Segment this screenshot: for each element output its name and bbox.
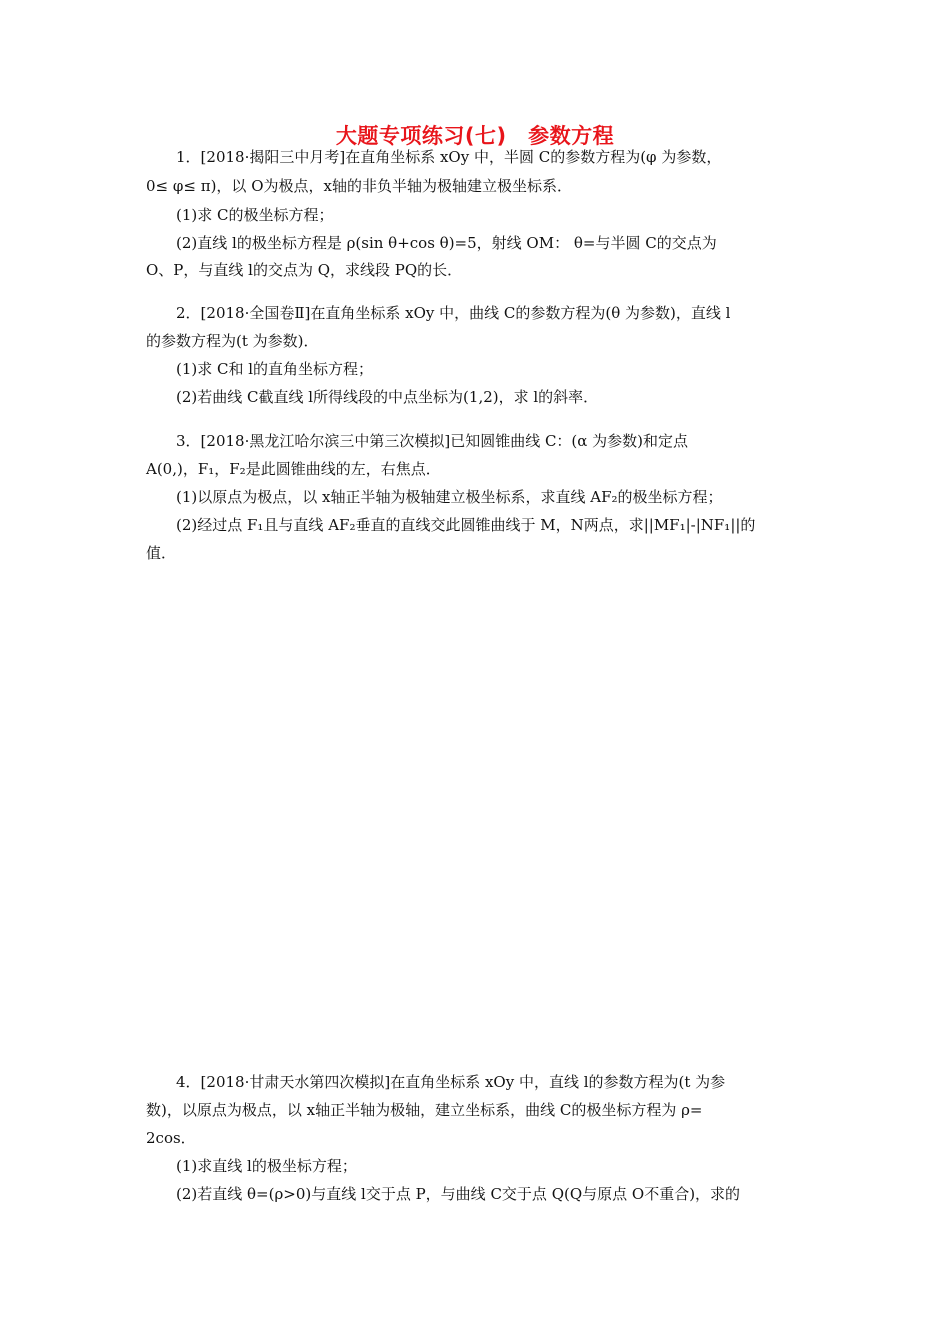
problem-2-line-2: 的参数方程为(t 为参数)． <box>146 332 319 350</box>
problem-2-part-1: (1)求 C和 l的直角坐标方程； <box>176 360 374 378</box>
problem-1-line-5: O、P，与直线 l的交点为 Q，求线段 PQ的长． <box>146 261 463 279</box>
problem-4-part-1: (1)求直线 l的极坐标方程； <box>176 1157 357 1175</box>
problem-2-line-1: 2．[2018·全国卷Ⅱ]在直角坐标系 xOy 中，曲线 C的参数方程为(θ 为参数)，直线 l <box>176 304 731 322</box>
problem-3-part-2: (2)经过点 F₁且与直线 AF₂垂直的直线交此圆锥曲线于 M，N两点，求||MF₁|-|NF₁||的 <box>176 516 756 534</box>
problem-3-line-2: A(0,)，F₁，F₂是此圆锥曲线的左，右焦点． <box>146 460 441 478</box>
problem-4-line-1: 4．[2018·甘肃天水第四次模拟]在直角坐标系 xOy 中，直线 l的参数方程为(t 为参 <box>176 1073 726 1091</box>
problem-1-part-2: (2)直线 l的极坐标方程是 ρ(sin θ+cos θ)=5，射线 OM： θ=与半圆 C的交点为 <box>176 234 717 252</box>
problem-2-part-2: (2)若曲线 C截直线 l所得线段的中点坐标为(1,2)，求 l的斜率． <box>176 388 599 406</box>
problem-1-line-1: 1．[2018·揭阳三中月考]在直角坐标系 xOy 中，半圆 C的参数方程为(φ 为参数， <box>176 148 722 166</box>
problem-4-line-2: 数)，以原点为极点，以 x轴正半轴为极轴，建立坐标系，曲线 C的极坐标方程为 ρ= <box>146 1101 703 1119</box>
problem-3-line-1: 3．[2018·黑龙江哈尔滨三中第三次模拟]已知圆锥曲线 C：(α 为参数)和定点 <box>176 432 689 450</box>
problem-1-part-1: (1)求 C的极坐标方程； <box>176 206 334 224</box>
problem-3-part-1: (1)以原点为极点，以 x轴正半轴为极轴建立极坐标系，求直线 AF₂的极坐标方程； <box>176 488 723 506</box>
problem-1-line-2: 0≤ φ≤ π)，以 O为极点，x轴的非负半轴为极轴建立极坐标系． <box>146 177 572 195</box>
problem-4-part-2: (2)若直线 θ=(ρ>0)与直线 l交于点 P，与曲线 C交于点 Q(Q与原点 O不重合)，求的 <box>176 1185 741 1203</box>
problem-4-line-3: 2cos． <box>146 1129 196 1147</box>
page-title: 大题专项练习(七) 参数方程 <box>335 124 615 148</box>
problem-3-line-5: 值． <box>146 544 177 562</box>
